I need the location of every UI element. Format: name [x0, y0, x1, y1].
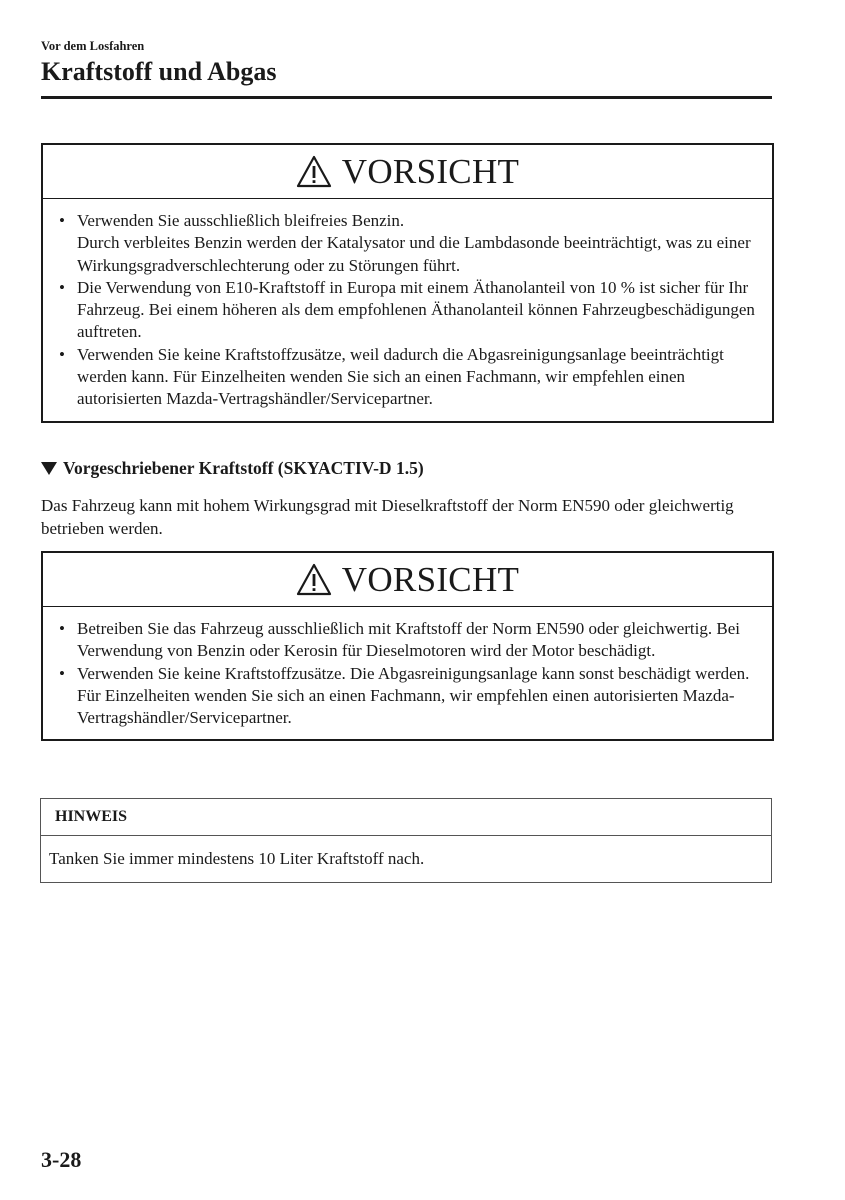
- caution-item-line: Verwenden Sie ausschließlich bleifreies Benzin. Durch verbleites Benzin werden der Katalysator und die Lambdasonde beeinträchtigt, was zu einer Wirkungsgradverschlechterung oder zu Störungen führt.: [77, 211, 751, 275]
- section-label: Vor dem Losfahren: [41, 39, 145, 53]
- caution-item: [59, 277, 762, 344]
- caution-item-text: Betreiben Sie das Fahrzeug ausschließlich mit Kraftstoff der Norm EN590 oder gleichwertig. Bei Verwendung von Benzin oder Kerosin für Dieselmotoren wird der Motor beschädigt.: [77, 619, 740, 661]
- caution-item: [59, 663, 762, 730]
- triangle-down-icon: [41, 462, 57, 475]
- section-subheading: [41, 458, 424, 479]
- caution-header: [43, 553, 772, 607]
- caution-item-text: [77, 210, 762, 277]
- note-title: HINWEIS: [41, 799, 771, 836]
- bullet-glyph: •: [59, 663, 65, 683]
- subheading-text: Vorgeschriebener Kraftstoff (SKYACTIV-D 1.5): [63, 458, 424, 478]
- bullet-glyph: •: [59, 211, 65, 230]
- fuel-paragraph: Das Fahrzeug kann mit hohem Wirkungsgrad mit Dieselkraftstoff der Norm EN590 oder gleichwertig betrieben werden.: [41, 496, 734, 538]
- note-text: Tanken Sie immer mindestens 10 Liter Kraftstoff nach.: [49, 849, 425, 868]
- warning-triangle-icon: [296, 563, 332, 597]
- caution-item-text: Verwenden Sie keine Kraftstoffzusätze. Die Abgasreinigungsanlage kann sonst beschädigt werden. Für Einzelheiten wenden Sie sich an einen Fachmann, wir empfehlen einen autorisierten Mazda-Vertragshändler/Servicepartner.: [77, 663, 750, 728]
- caution-item: [59, 210, 762, 277]
- page-number: 3-28: [41, 1147, 82, 1172]
- caution-body: [43, 607, 772, 739]
- caution-item: [59, 618, 762, 663]
- caution-item-text: Verwenden Sie keine Kraftstoffzusätze, weil dadurch die Abgasreinigungsanlage beeinträchtigt werden kann. Für Einzelheiten wenden Sie sich an einen Fachmann, wir empfehlen einen autorisierten Mazda-Vertragshändler/Servicepartner.: [77, 344, 724, 409]
- note-box: [40, 798, 772, 883]
- caution-item-text: Die Verwendung von E10-Kraftstoff in Europa mit einem Äthanolanteil von 10 % ist sicher für Ihr Fahrzeug. Bei einem höheren als dem empfohlenen Äthanolanteil können Fahrzeugbeschädigungen auftreten.: [77, 277, 755, 342]
- caution-box-diesel: [41, 551, 774, 741]
- page-title: Kraftstoff und Abgas: [41, 57, 277, 86]
- caution-title: VORSICHT: [341, 151, 520, 191]
- caution-title: VORSICHT: [341, 559, 520, 599]
- caution-header: [43, 145, 772, 199]
- title-divider: [41, 96, 772, 99]
- bullet-glyph: •: [59, 277, 65, 297]
- caution-item: [59, 344, 762, 411]
- caution-box-unleaded: [41, 143, 774, 423]
- bullet-glyph: •: [59, 619, 65, 638]
- warning-triangle-icon: [296, 155, 332, 189]
- caution-body: [43, 199, 772, 421]
- bullet-glyph: •: [59, 344, 65, 364]
